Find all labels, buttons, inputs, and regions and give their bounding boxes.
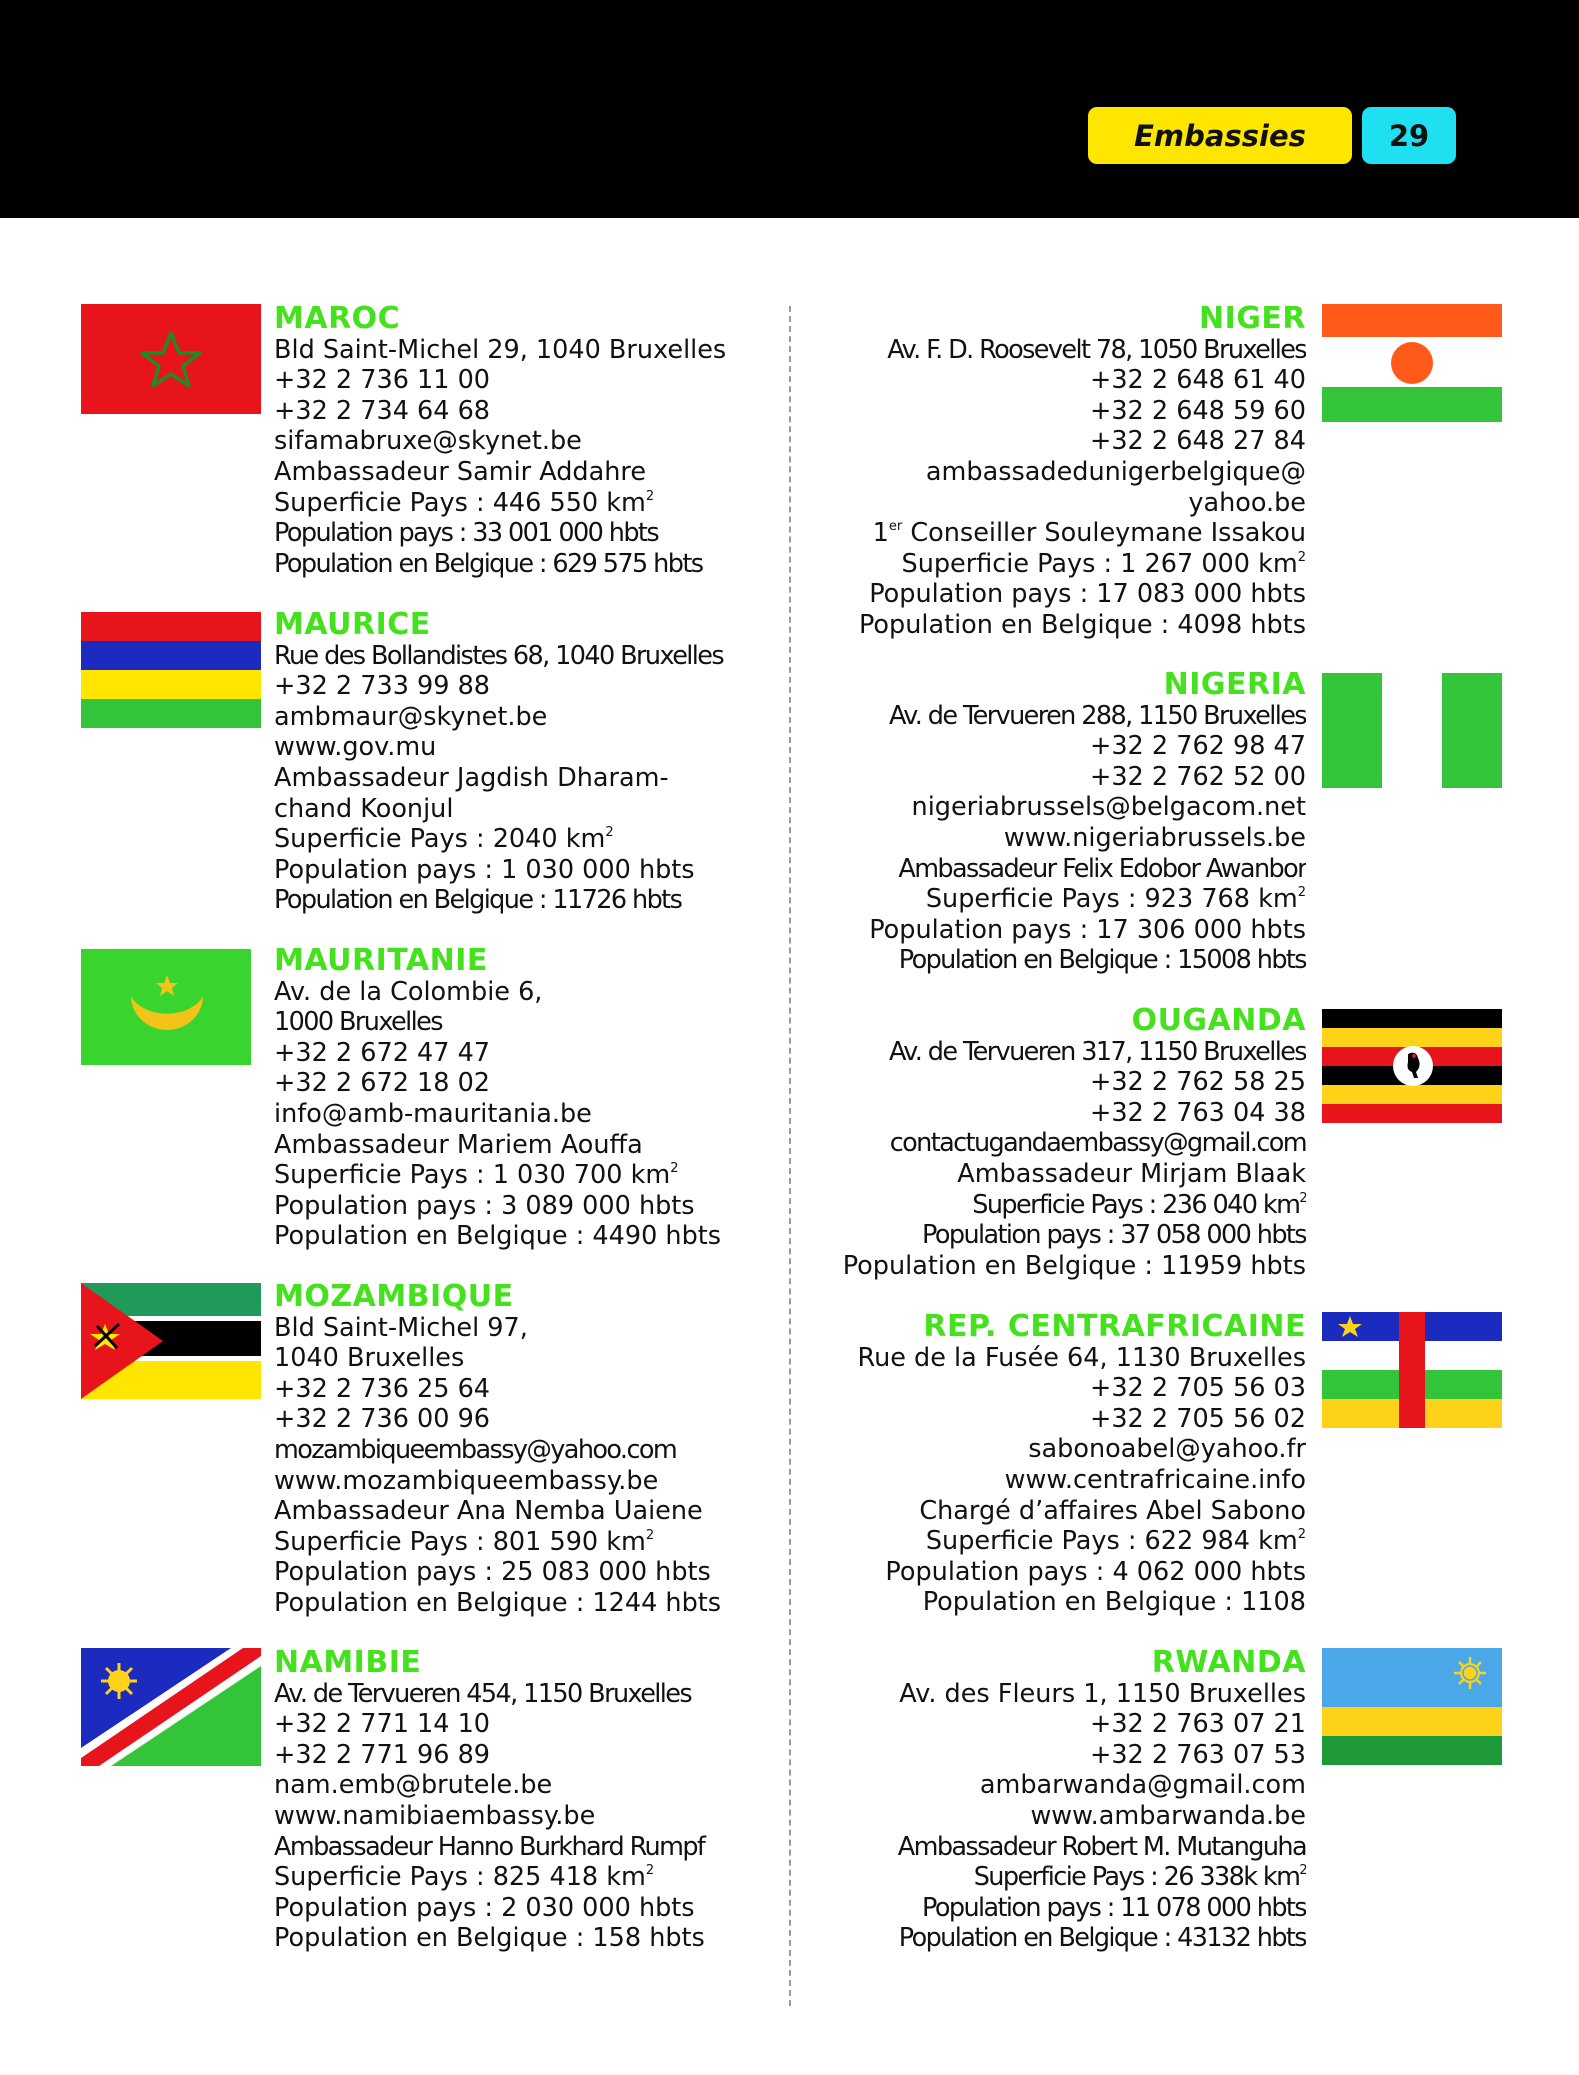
address-city: 1000 Bruxelles [274, 1007, 442, 1038]
area: Superficie Pays : 26 338k $km^2$ [973, 1862, 1306, 1893]
ambassador-continued: chand Koonjul [274, 793, 454, 824]
population-country: Population pays : 17 306 000 hbts [869, 914, 1306, 945]
address-city: 1040 Bruxelles [274, 1343, 465, 1374]
phone: +32 2 705 56 02 [1089, 1403, 1306, 1434]
population-country: Population pays : 37 058 000 hbts [921, 1220, 1306, 1251]
population-country: Population pays : 4 062 000 hbts [885, 1556, 1306, 1587]
flag-nigeria-icon [1322, 670, 1502, 788]
website: www.gov.mu [274, 732, 437, 763]
embassy-text [274, 607, 849, 916]
population-country: Population pays : 1 030 000 hbts [274, 854, 695, 885]
phone: +32 2 736 25 64 [274, 1373, 491, 1404]
population-belgium: Population en Belgique : 629 575 hbts [274, 548, 703, 579]
phone: +32 2 648 59 60 [1089, 395, 1306, 426]
address: Av. de la Colombie 6, [274, 976, 543, 1007]
country-name: NIGER [1199, 301, 1306, 336]
phone: +32 2 771 14 10 [274, 1709, 491, 1740]
address: Av. de Tervueren 288, 1150 Bruxelles [888, 700, 1306, 731]
country-name: REP. CENTRAFRICAINE [923, 1309, 1306, 1344]
phone: +32 2 734 64 68 [274, 395, 491, 426]
email: contactugandaembassy@gmail.com [889, 1128, 1306, 1159]
flag-morocco-icon [81, 304, 261, 414]
population-belgium: Population en Belgique : 4490 hbts [274, 1221, 722, 1252]
population-belgium: Population en Belgique : 1108 [922, 1587, 1306, 1618]
country-name: MOZAMBIQUE [274, 1279, 514, 1314]
embassy-text [274, 1645, 849, 1954]
flag-rwanda-icon [1322, 1648, 1502, 1766]
email: info@amb-mauritania.be [274, 1098, 592, 1129]
population-belgium: Population en Belgique : 11959 hbts [842, 1250, 1306, 1281]
population-country: Population pays : 17 083 000 hbts [869, 579, 1306, 610]
email: sabonoabel@yahoo.fr [1028, 1434, 1306, 1465]
email-continued: yahoo.be [1188, 487, 1306, 518]
country-name: MAURICE [274, 607, 431, 642]
ambassador: Ambassadeur Ana Nemba Uaiene [274, 1496, 703, 1527]
area: Superficie Pays : 2040 $km^2$ [274, 824, 614, 855]
address: Av. F. D. Roosevelt 78, 1050 Bruxelles [887, 334, 1306, 365]
population-belgium: Population en Belgique : 15008 hbts [898, 945, 1306, 976]
email: ambmaur@skynet.be [274, 701, 548, 732]
country-name: MAURITANIE [274, 943, 488, 978]
area: Superficie Pays : 923 768 $km^2$ [925, 884, 1306, 915]
flag-uganda-icon [1322, 1006, 1502, 1124]
phone: +32 2 672 18 02 [274, 1068, 491, 1099]
page-number-badge: 29 [1362, 107, 1456, 164]
population-country: Population pays : 2 030 000 hbts [274, 1892, 695, 1923]
flag-mauritania-icon [81, 946, 251, 1066]
flag-namibia-icon [81, 1648, 261, 1768]
population-country: Population pays : 3 089 000 hbts [274, 1190, 695, 1221]
website: www.nigeriabrussels.be [1003, 822, 1306, 853]
flag-mozambique-icon [81, 1282, 261, 1402]
population-belgium: Population en Belgique : 158 hbts [274, 1923, 705, 1954]
area: Superficie Pays : 236 040 $km^2$ [972, 1189, 1306, 1220]
population-country: Population pays : 11 078 000 hbts [921, 1892, 1306, 1923]
population-belgium: Population en Belgique : 11726 hbts [274, 885, 682, 916]
ambassador: Ambassadeur Jagdish Dharam- [274, 762, 669, 793]
flag-niger-icon [1322, 304, 1502, 424]
country-name: RWANDA [1151, 1645, 1306, 1680]
phone: +32 2 763 04 38 [1089, 1097, 1306, 1128]
phone: +32 2 736 00 96 [274, 1404, 491, 1435]
ambassador: Ambassadeur Mariem Aouffa [274, 1129, 643, 1160]
population-belgium: Population en Belgique : 43132 hbts [898, 1923, 1306, 1954]
phone: +32 2 672 47 47 [274, 1037, 491, 1068]
phone: +32 2 771 96 89 [274, 1739, 491, 1770]
country-name: NAMIBIE [274, 1645, 422, 1680]
area: Superficie Pays : 622 984 $km^2$ [925, 1526, 1306, 1557]
address: Av. de Tervueren 317, 1150 Bruxelles [888, 1036, 1306, 1067]
phone: +32 2 763 07 53 [1089, 1739, 1306, 1770]
phone: +32 2 762 98 47 [1089, 731, 1306, 762]
phone: +32 2 762 58 25 [1089, 1067, 1306, 1098]
phone: +32 2 705 56 03 [1089, 1373, 1306, 1404]
phone: +32 2 648 61 40 [1089, 365, 1306, 396]
address: Av. des Fleurs 1, 1150 Bruxelles [899, 1678, 1306, 1709]
email: ambarwanda@gmail.com [979, 1770, 1306, 1801]
flag-central-african-republic-icon [1322, 1312, 1502, 1430]
area: Superficie Pays : 825 418 $km^2$ [274, 1862, 655, 1893]
ambassador: Ambassadeur Robert M. Mutanguha [897, 1831, 1306, 1862]
phone: +32 2 648 27 84 [1089, 426, 1306, 457]
embassy-text [808, 1309, 1306, 1618]
country-name: MAROC [274, 301, 401, 336]
website: www.ambarwanda.be [1030, 1800, 1306, 1831]
ambassador: Ambassadeur Hanno Burkhard Rumpf [274, 1831, 705, 1862]
ambassador: Ambassadeur Samir Addahre [274, 456, 647, 487]
address: Rue de la Fusée 64, 1130 Bruxelles [857, 1342, 1306, 1373]
population-country: Population pays : 33 001 000 hbts [274, 518, 659, 549]
email: nigeriabrussels@belgacom.net [911, 792, 1306, 823]
embassy-text [808, 1003, 1306, 1281]
email: ambassadedunigerbelgique@ [925, 456, 1306, 487]
area: Superficie Pays : 1 030 700 $km^2$ [274, 1160, 679, 1191]
area: Superficie Pays : 801 590 $km^2$ [274, 1526, 655, 1557]
counsellor: 1er Conseiller Souleymane Issakou [872, 518, 1306, 549]
embassy-text [274, 1279, 849, 1619]
phone: +32 2 763 07 21 [1089, 1709, 1306, 1740]
website: www.namibiaembassy.be [274, 1800, 596, 1831]
area: Superficie Pays : 1 267 000 $km^2$ [901, 548, 1306, 579]
population-belgium: Population en Belgique : 1244 hbts [274, 1587, 722, 1618]
embassy-text [808, 667, 1306, 976]
ambassador: Ambassadeur Mirjam Blaak [957, 1158, 1306, 1189]
embassy-text [808, 1645, 1306, 1954]
country-name: OUGANDA [1131, 1003, 1306, 1038]
country-name: NIGERIA [1163, 667, 1306, 702]
embassy-text [274, 943, 849, 1252]
address: Bld Saint-Michel 97, [274, 1312, 528, 1343]
email: nam.emb@brutele.be [274, 1770, 553, 1801]
email: sifamabruxe@skynet.be [274, 426, 582, 457]
section-badge: Embassies [1088, 107, 1352, 164]
population-belgium: Population en Belgique : 4098 hbts [858, 609, 1306, 640]
phone: +32 2 736 11 00 [274, 365, 491, 396]
flag-mauritius-icon [81, 610, 261, 730]
charge-d-affaires: Chargé d’affaires Abel Sabono [919, 1495, 1306, 1526]
population-country: Population pays : 25 083 000 hbts [274, 1557, 711, 1588]
website: www.centrafricaine.info [1004, 1464, 1306, 1495]
address: Rue des Bollandistes 68, 1040 Bruxelles [274, 640, 724, 671]
website: www.mozambiqueembassy.be [274, 1465, 659, 1496]
address: Av. de Tervueren 454, 1150 Bruxelles [274, 1678, 692, 1709]
area: Superficie Pays : 446 550 $km^2$ [274, 487, 655, 518]
embassy-text [808, 301, 1306, 641]
address: Bld Saint-Michel 29, 1040 Bruxelles [274, 334, 727, 365]
ambassador: Ambassadeur Felix Edobor Awanbor [898, 853, 1306, 884]
phone: +32 2 762 52 00 [1089, 761, 1306, 792]
email: mozambiqueembassy@yahoo.com [274, 1434, 677, 1465]
phone: +32 2 733 99 88 [274, 671, 491, 702]
embassy-text [274, 301, 849, 579]
